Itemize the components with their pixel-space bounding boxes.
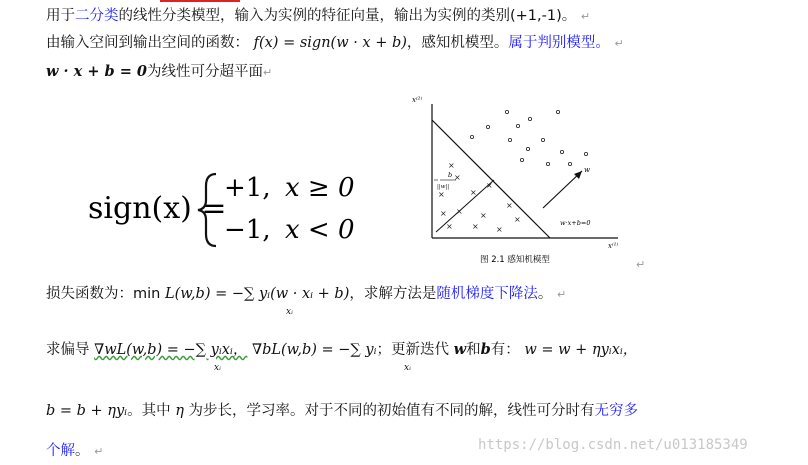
loss-end: 。: [537, 286, 553, 302]
update-b-line: [46, 401, 638, 421]
text-line-2: [46, 33, 624, 54]
solutions-link[interactable]: 个解: [46, 443, 75, 459]
paragraph-mark: ↵: [263, 66, 273, 79]
sgd-link[interactable]: 随机梯度下降法: [436, 286, 538, 302]
perceptron-figure: [410, 92, 635, 270]
figure-caption: 图 2.1 感知机模型: [480, 255, 550, 265]
case2-condition: x < 0: [285, 215, 355, 245]
svg-text:×: ×: [448, 161, 455, 170]
infinite-link[interactable]: 无穷多: [594, 403, 639, 419]
svg-text:×: ×: [438, 190, 445, 199]
binary-classification-link[interactable]: 二分类: [75, 8, 119, 24]
paragraph-mark: ↵: [580, 10, 591, 23]
hyperplane-text: 为线性可分超平面: [147, 64, 263, 80]
svg-text:×: ×: [456, 207, 463, 216]
grad-w-formula: ∇wL(w,b) = −∑ yᵢxᵢ，: [94, 342, 248, 358]
svg-text:×: ×: [480, 211, 487, 220]
w-label: w: [584, 166, 590, 174]
top-border: [0, 0, 808, 4]
update-text-2: 为步长，学习率。对于不同的初始值有不同的解，线性可分时有: [188, 403, 595, 419]
sign-function-definition: [80, 160, 380, 260]
top-red-underline: [160, 0, 240, 2]
eta-symbol: η: [175, 403, 184, 419]
update-text: 。其中: [127, 403, 171, 419]
sign-lhs: sign(x) =: [88, 191, 227, 226]
grad-b-sum-subscript: xᵢ: [404, 363, 411, 373]
grad-mid: ；更新迭代: [376, 342, 449, 358]
svg-text:×: ×: [472, 222, 479, 231]
loss-sum-subscript: xᵢ: [286, 307, 293, 317]
svg-text:×: ×: [506, 201, 513, 210]
update-w-formula: w = w + ηyᵢxᵢ，: [524, 342, 638, 358]
svg-text:×: ×: [496, 225, 503, 234]
line2-prefix: 由输入空间到输出空间的函数：: [46, 35, 249, 51]
margin-denominator: ||w||: [437, 184, 450, 190]
svg-text:×: ×: [486, 181, 493, 190]
perceptron-function-formula: f(x) = sign(w · x + b): [253, 35, 407, 51]
grad-have: 有：: [490, 342, 520, 358]
svg-text:×: ×: [454, 173, 461, 182]
text-line-3: [46, 62, 272, 83]
loss-line: [46, 284, 566, 305]
loss-prefix: 损失函数为：min: [46, 286, 161, 302]
csdn-watermark: https://blog.csdn.net/u013185349: [478, 437, 748, 453]
final-line: [46, 441, 103, 462]
final-end: 。: [75, 443, 90, 459]
grad-and: 和: [466, 342, 481, 358]
paragraph-mark: ↵: [556, 288, 567, 301]
hyperplane-label: w·x+b=0: [560, 219, 591, 227]
grad-b-symbol: b: [480, 341, 491, 358]
hyperplane-formula: w · x + b = 0: [46, 63, 147, 80]
line1-prefix: 用于: [46, 8, 75, 24]
grad-b-formula: ∇bL(w,b) = −∑ yᵢ: [251, 342, 377, 358]
svg-text:×: ×: [446, 222, 453, 231]
margin-numerator: b: [448, 171, 453, 179]
grad-prefix: 求偏导: [46, 342, 90, 358]
svg-text:×: ×: [470, 188, 477, 197]
line2-mid: ，感知机模型。: [406, 35, 509, 51]
paragraph-mark: ↵: [636, 258, 646, 271]
paragraph-mark: ↵: [94, 445, 104, 458]
svg-text:×: ×: [514, 215, 521, 224]
line1-suffix: 的线性分类模型，输入为实例的特征向量，输出为实例的类别(+1,-1)。: [118, 8, 577, 24]
text-line-1: [46, 6, 590, 27]
case1-condition: x ≥ 0: [285, 173, 355, 203]
loss-mid: ，求解方法是: [349, 286, 437, 302]
y-axis-label: x⁽²⁾: [412, 96, 423, 104]
svg-text:×: ×: [440, 209, 447, 218]
case1-value: +1,: [224, 173, 271, 203]
discriminative-model-link[interactable]: 属于判别模型。: [508, 35, 610, 51]
update-b-formula: b = b + ηyᵢ: [46, 403, 128, 419]
loss-formula: L(w,b) = −∑ yᵢ(w · xᵢ + b): [164, 286, 350, 302]
case2-value: −1,: [224, 215, 271, 245]
x-axis-label: x⁽¹⁾: [608, 242, 619, 250]
normal-vector-w: [543, 171, 582, 208]
positive-points: [470, 110, 587, 165]
grad-w-sum-subscript: xᵢ: [214, 363, 221, 373]
paragraph-mark: ↵: [614, 37, 624, 50]
gradient-line: [46, 340, 637, 360]
grad-w-symbol: w: [453, 341, 467, 358]
